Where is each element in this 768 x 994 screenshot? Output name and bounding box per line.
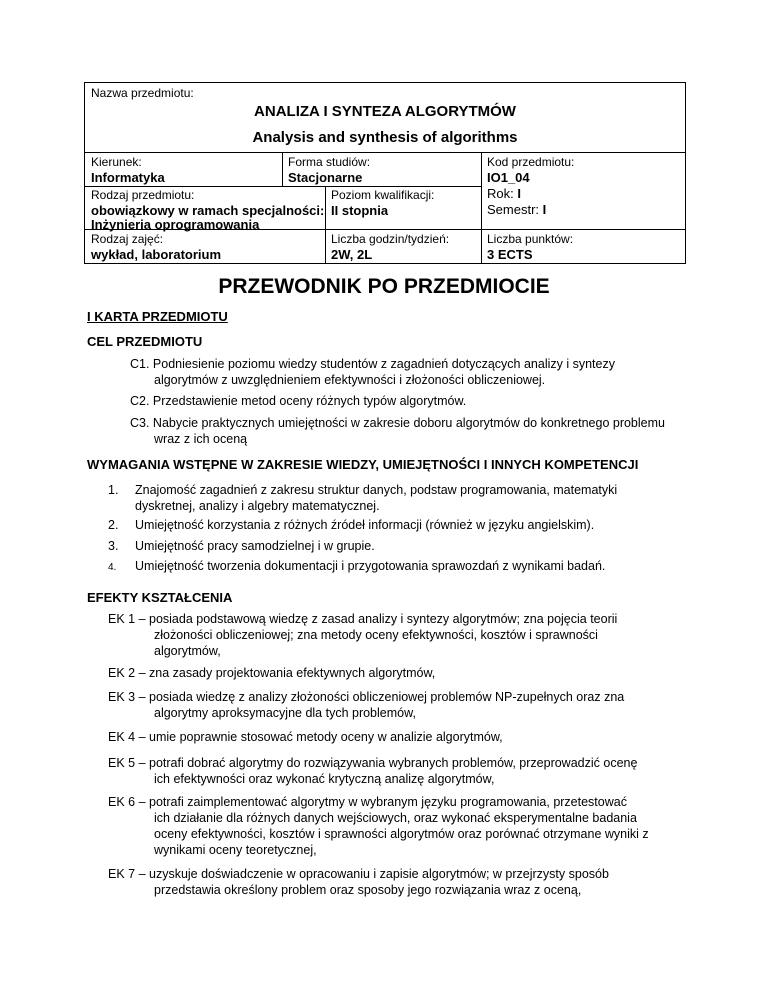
- cel-item-3: [130, 415, 690, 447]
- rodzaj-value-2: Inżynieria oprogramowania: [91, 217, 260, 232]
- wym-item-1: [135, 482, 695, 514]
- zajec-value: wykład, laboratorium: [91, 247, 222, 262]
- kierunek-label: Kierunek:: [91, 155, 142, 169]
- ek-item-1: [108, 611, 693, 659]
- semestr-value: I: [542, 202, 547, 217]
- ek-1-line-3: algorytmów,: [154, 644, 221, 658]
- cel-item-2-line-1: C2. Przedstawienie metod oceny różnych typów algorytmów.: [130, 394, 467, 408]
- wymagania-heading: WYMAGANIA WSTĘPNE W ZAKRESIE WIEDZY, UMIEJĘTNOŚCI I INNYCH KOMPETENCJI: [87, 457, 639, 472]
- kod-label: Kod przedmiotu:: [487, 155, 575, 169]
- rok-field: [487, 186, 521, 202]
- ek-4-line-1: EK 4 – umie poprawnie stosować metody oceny w analizie algorytmów,: [108, 730, 503, 744]
- wym-num-2: 2.: [108, 518, 119, 532]
- ek-2-line-1: EK 2 – zna zasady projektowania efektywnych algorytmów,: [108, 666, 436, 680]
- wym-num-1: 1.: [108, 483, 119, 497]
- main-title: PRZEWODNIK PO PRZEDMIOCIE: [218, 275, 550, 298]
- semestr-field: [487, 202, 546, 218]
- forma-label: Forma studiów:: [288, 155, 371, 169]
- ek-7-line-1: EK 7 – uzyskuje doświadczenie w opracowaniu i zapisie algorytmów; w przejrzysty sposób: [108, 867, 609, 881]
- cel-item-3-line-2: wraz z ich oceną: [154, 432, 248, 446]
- wym-item-4: Umiejętność tworzenia dokumentacji i przygotowania sprawozdań z wynikami badań.: [135, 559, 606, 573]
- semestr-label: Semestr:: [487, 202, 540, 217]
- cel-item-1-line-1: C1. Podniesienie poziomu wiedzy studentów z zagadnień dotyczących analizy i syntezy: [130, 357, 615, 371]
- wym-item-3: Umiejętność pracy samodzielnej i w grupie.: [135, 539, 375, 553]
- ek-3-line-2: algorytmy aproksymacyjne dla tych problemów,: [154, 706, 416, 720]
- rodzaj-label: Rodzaj przedmiotu:: [91, 188, 195, 202]
- ek-1-line-1: EK 1 – posiada podstawową wiedzę z zasad analizy i syntezy algorytmów; zna pojęcia teorii: [108, 612, 618, 626]
- ek-item-7: [108, 866, 693, 898]
- zajec-label: Rodzaj zajęć:: [91, 232, 164, 246]
- ek-6-line-4: wynikami oceny teoretycznej,: [154, 843, 317, 857]
- ek-3-line-1: EK 3 – posiada wiedzę z analizy złożoności obliczeniowej problemów NP-zupełnych oraz zna: [108, 690, 625, 704]
- forma-value: Stacjonarne: [288, 170, 363, 185]
- ek-item-3: [108, 689, 693, 721]
- ek-item-2: [108, 665, 693, 681]
- ek-item-5: [108, 755, 693, 787]
- wym-num-4: 4.: [108, 562, 117, 573]
- poziom-label: Poziom kwalifikacji:: [331, 188, 435, 202]
- ek-6-line-3: oceny efektywności, kosztów i sprawności algorytmów oraz porównać otrzymane wyniki z: [154, 827, 649, 841]
- course-title-pl: ANALIZA I SYNTEZA ALGORYTMÓW: [254, 103, 516, 120]
- wym-num-3: 3.: [108, 539, 119, 553]
- wym-item-1-line-1: Znajomość zagadnień z zakresu struktur danych, podstaw programowania, matematyki: [135, 483, 618, 497]
- karta-heading: I KARTA PRZEDMIOTU: [87, 309, 228, 324]
- course-name-label: Nazwa przedmiotu:: [91, 86, 194, 100]
- poziom-value: II stopnia: [331, 203, 389, 218]
- rok-value: I: [517, 186, 521, 201]
- efekty-heading: EFEKTY KSZTAŁCENIA: [87, 590, 233, 605]
- punktow-label: Liczba punktów:: [487, 232, 574, 246]
- cel-heading: CEL PRZEDMIOTU: [87, 334, 203, 349]
- ek-5-line-1: EK 5 – potrafi dobrać algorytmy do rozwiązywania wybranych problemów, przeprowadzić ocenę: [108, 756, 638, 770]
- ek-6-line-1: EK 6 – potrafi zaimplementować algorytmy w wybranym języku programowania, przetestować: [108, 795, 627, 809]
- cel-item-2: [130, 393, 690, 409]
- ek-6-line-2: ich działanie dla różnych danych wejściowych, oraz wykonać eksperymentalne badania: [154, 811, 637, 825]
- kod-value: IO1_04: [487, 170, 530, 185]
- course-name-row: [85, 83, 685, 153]
- punktow-value: 3 ECTS: [487, 247, 533, 262]
- course-header-table: [84, 82, 686, 264]
- ek-1-line-2: złożoności obliczeniowej; zna metody oceny efektywności, kosztów i sprawności: [154, 628, 598, 642]
- kierunek-value: Informatyka: [91, 170, 165, 185]
- ek-5-line-2: ich efektywności oraz wykonać krytyczną analizę algorytmów,: [154, 772, 495, 786]
- course-title-en: Analysis and synthesis of algorithms: [252, 129, 518, 146]
- cel-item-1-line-2: algorytmów z uwzględnieniem efektywności i złożoności obliczeniowej.: [154, 373, 546, 387]
- wym-item-2: Umiejętność korzystania z różnych źródeł informacji (również w języku angielskim).: [135, 518, 595, 532]
- rok-label: Rok:: [487, 186, 514, 201]
- rodzaj-value-1: obowiązkowy w ramach specjalności:: [91, 203, 325, 218]
- ek-7-line-2: przedstawia określony problem oraz sposoby jego rozwiązania wraz z oceną,: [154, 883, 582, 897]
- ek-item-6: [108, 794, 693, 858]
- godzin-label: Liczba godzin/tydzień:: [331, 232, 450, 246]
- cel-item-1: [130, 356, 690, 388]
- wym-item-1-line-2: dyskretnej, analizy i algebry matematycznej.: [135, 499, 380, 513]
- cel-item-3-line-1: C3. Nabycie praktycznych umiejętności w zakresie doboru algorytmów do konkretnego problemu: [130, 416, 665, 430]
- godzin-value: 2W, 2L: [331, 247, 373, 262]
- ek-item-4: [108, 729, 693, 745]
